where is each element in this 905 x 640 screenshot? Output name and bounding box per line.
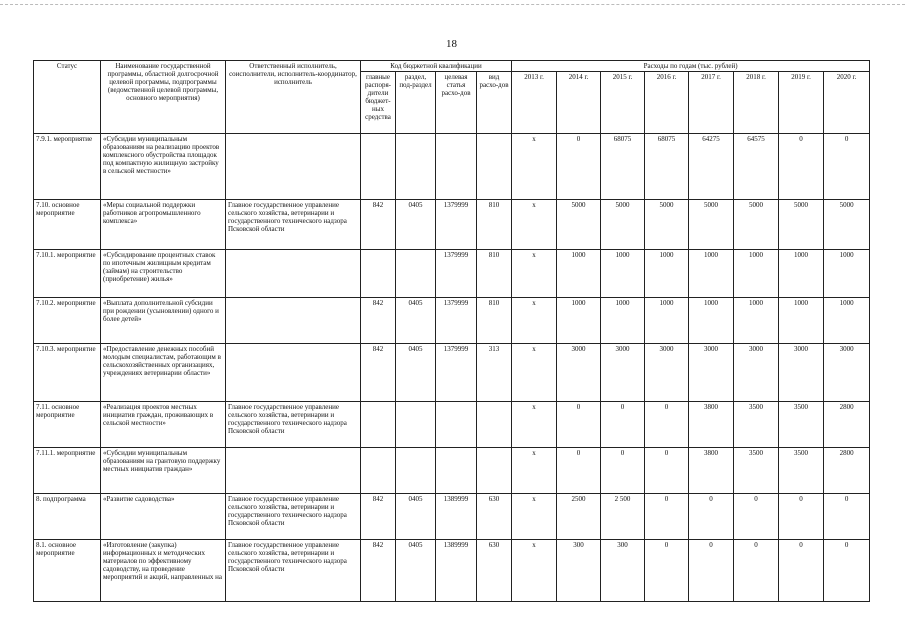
csr-cell — [436, 134, 477, 200]
year-value-cell: 1000 — [689, 250, 734, 298]
year-value-cell: х — [512, 540, 557, 602]
year-value-cell: 0 — [779, 134, 824, 200]
name-cell: «Реализация проектов местных инициатив граждан, проживающих в сельской местности» — [101, 402, 226, 448]
header-budget-code: Код бюджетной квалификации — [361, 61, 512, 72]
razdel-cell: 0405 — [396, 200, 436, 250]
year-value-cell: 1000 — [824, 298, 870, 344]
table-row — [34, 298, 870, 344]
year-value-cell: 68075 — [601, 134, 645, 200]
year-value-cell: х — [512, 298, 557, 344]
vr-cell: 810 — [477, 250, 512, 298]
csr-cell: 1379999 — [436, 250, 477, 298]
header-year: 2018 г. — [734, 72, 779, 134]
table-row — [34, 494, 870, 540]
year-value-cell: 64575 — [734, 134, 779, 200]
year-value-cell: 5000 — [824, 200, 870, 250]
year-value-cell: х — [512, 250, 557, 298]
year-value-cell: 1000 — [557, 298, 601, 344]
name-cell: «Субсидирование процентных ставок по ипотечным жилищным кредитам (займам) на строительство (приобретение) жилья» — [101, 250, 226, 298]
year-value-cell: 5000 — [734, 200, 779, 250]
year-value-cell: 64275 — [689, 134, 734, 200]
razdel-cell — [396, 402, 436, 448]
executor-cell: Главное государственное управление сельского хозяйства, ветеринарии и государственного технического надзора Псковской области — [226, 540, 361, 602]
year-value-cell: 1000 — [645, 250, 689, 298]
status-cell: 7.10.1. мероприятие — [34, 250, 101, 298]
year-value-cell: 5000 — [689, 200, 734, 250]
year-value-cell: х — [512, 344, 557, 402]
executor-cell: Главное государственное управление сельского хозяйства, ветеринарии и государственного технического надзора Псковской области — [226, 494, 361, 540]
vr-cell: 313 — [477, 344, 512, 402]
year-value-cell: 0 — [601, 402, 645, 448]
year-value-cell: 3800 — [689, 448, 734, 494]
year-value-cell: 1000 — [601, 250, 645, 298]
name-cell: «Субсидии муниципальным образованиям на грантовую поддержку местных инициатив граждан» — [101, 448, 226, 494]
vr-cell: 630 — [477, 540, 512, 602]
vr-cell: 810 — [477, 298, 512, 344]
year-value-cell: 0 — [557, 448, 601, 494]
header-year: 2013 г. — [512, 72, 557, 134]
page-top-border — [0, 4, 905, 5]
year-value-cell: 3500 — [779, 402, 824, 448]
header-year: 2017 г. — [689, 72, 734, 134]
executor-cell — [226, 298, 361, 344]
grbs-cell: 842 — [361, 200, 396, 250]
table-row — [34, 448, 870, 494]
name-cell: «Предоставление денежных пособий молодым специалистам, работающим в сельскохозяйственных организациях, учреждениях ветеринарии области» — [101, 344, 226, 402]
year-value-cell: 5000 — [557, 200, 601, 250]
grbs-cell: 842 — [361, 344, 396, 402]
vr-cell — [477, 402, 512, 448]
year-value-cell: 2800 — [824, 448, 870, 494]
year-value-cell: 3000 — [557, 344, 601, 402]
table-row — [34, 540, 870, 602]
header-year: 2014 г. — [557, 72, 601, 134]
year-value-cell: 1000 — [734, 298, 779, 344]
year-value-cell: 68075 — [645, 134, 689, 200]
csr-cell: 1379999 — [436, 298, 477, 344]
year-value-cell: 0 — [779, 494, 824, 540]
name-cell: «Развитие садоводства» — [101, 494, 226, 540]
year-value-cell: 0 — [824, 494, 870, 540]
header-name: Наименование государственной программы, областной долгосрочной целевой программы, подпрограммы (ведомственной целевой программы, основного мероприятия) — [101, 61, 226, 134]
year-value-cell: 0 — [734, 540, 779, 602]
status-cell: 7.11.1. мероприятие — [34, 448, 101, 494]
grbs-cell — [361, 134, 396, 200]
grbs-cell — [361, 448, 396, 494]
header-executor: Ответственный исполнитель, соисполнители, исполнитель-координатор, исполнитель — [226, 61, 361, 134]
year-value-cell: 0 — [645, 448, 689, 494]
csr-cell: 1389999 — [436, 494, 477, 540]
header-year: 2015 г. — [601, 72, 645, 134]
csr-cell: 1389999 — [436, 540, 477, 602]
year-value-cell: 2500 — [557, 494, 601, 540]
year-value-cell: 3000 — [779, 344, 824, 402]
grbs-cell: 842 — [361, 540, 396, 602]
year-value-cell: 0 — [557, 402, 601, 448]
year-value-cell: 0 — [689, 494, 734, 540]
table-row — [34, 402, 870, 448]
razdel-cell: 0405 — [396, 540, 436, 602]
page-number: 18 — [446, 38, 457, 50]
csr-cell — [436, 448, 477, 494]
year-value-cell: 2800 — [824, 402, 870, 448]
status-cell: 7.11. основное мероприятие — [34, 402, 101, 448]
status-cell: 7.10.3. мероприятие — [34, 344, 101, 402]
year-value-cell: 1000 — [734, 250, 779, 298]
year-value-cell: 5000 — [601, 200, 645, 250]
razdel-cell: 0405 — [396, 494, 436, 540]
year-value-cell: 2 500 — [601, 494, 645, 540]
razdel-cell — [396, 250, 436, 298]
year-value-cell: 0 — [601, 448, 645, 494]
year-value-cell: 5000 — [779, 200, 824, 250]
year-value-cell: 0 — [689, 540, 734, 602]
year-value-cell: 1000 — [779, 298, 824, 344]
year-value-cell: 0 — [779, 540, 824, 602]
vr-cell: 810 — [477, 200, 512, 250]
year-value-cell: х — [512, 200, 557, 250]
year-value-cell: х — [512, 448, 557, 494]
expenses-table — [33, 60, 870, 602]
year-value-cell: 3000 — [734, 344, 779, 402]
name-cell: «Меры социальной поддержки работников агропромышленного комплекса» — [101, 200, 226, 250]
grbs-cell: 842 — [361, 298, 396, 344]
year-value-cell: 0 — [645, 402, 689, 448]
vr-cell — [477, 448, 512, 494]
razdel-cell: 0405 — [396, 344, 436, 402]
year-value-cell: 0 — [824, 134, 870, 200]
header-year: 2016 г. — [645, 72, 689, 134]
vr-cell: 630 — [477, 494, 512, 540]
year-value-cell: 300 — [557, 540, 601, 602]
executor-cell — [226, 250, 361, 298]
year-value-cell: 0 — [557, 134, 601, 200]
status-cell: 7.10.2. мероприятие — [34, 298, 101, 344]
year-value-cell: 0 — [824, 540, 870, 602]
header-year: 2019 г. — [779, 72, 824, 134]
year-value-cell: х — [512, 494, 557, 540]
year-value-cell: 3500 — [779, 448, 824, 494]
year-value-cell: 3000 — [601, 344, 645, 402]
header-vr: вид расхо-дов — [477, 72, 512, 134]
vr-cell — [477, 134, 512, 200]
header-status: Статус — [34, 61, 101, 134]
year-value-cell: 1000 — [779, 250, 824, 298]
grbs-cell — [361, 250, 396, 298]
header-grbs: главные распоря-дители бюджет-ных средства — [361, 72, 396, 134]
header-expenses: Расходы по годам (тыс. рублей) — [512, 61, 870, 72]
csr-cell: 1379999 — [436, 344, 477, 402]
year-value-cell: 1000 — [557, 250, 601, 298]
year-value-cell: 1000 — [645, 298, 689, 344]
year-value-cell: х — [512, 402, 557, 448]
year-value-cell: 3000 — [689, 344, 734, 402]
name-cell: «Изготовление (закупка) информационных и методических материалов по эффективному садоводству, на проведение мероприятий и акций, направленных на — [101, 540, 226, 602]
year-value-cell: 3500 — [734, 402, 779, 448]
name-cell: «Выплата дополнительной субсидии при рождении (усыновлении) одного и более детей» — [101, 298, 226, 344]
table-row — [34, 344, 870, 402]
status-cell: 7.10. основное мероприятие — [34, 200, 101, 250]
header-razdel: раздел, под-раздел — [396, 72, 436, 134]
executor-cell: Главное государственное управление сельского хозяйства, ветеринарии и государственного технического надзора Псковской области — [226, 402, 361, 448]
status-cell: 7.9.1. мероприятие — [34, 134, 101, 200]
year-value-cell: 3500 — [734, 448, 779, 494]
header-year: 2020 г. — [824, 72, 870, 134]
status-cell: 8.1. основное мероприятие — [34, 540, 101, 602]
year-value-cell: 1000 — [601, 298, 645, 344]
year-value-cell: 1000 — [824, 250, 870, 298]
razdel-cell — [396, 134, 436, 200]
header-csr: целевая статья расхо-дов — [436, 72, 477, 134]
razdel-cell: 0405 — [396, 298, 436, 344]
year-value-cell: 0 — [645, 494, 689, 540]
csr-cell — [436, 402, 477, 448]
status-cell: 8. подпрограмма — [34, 494, 101, 540]
year-value-cell: 300 — [601, 540, 645, 602]
year-value-cell: 0 — [645, 540, 689, 602]
grbs-cell: 842 — [361, 494, 396, 540]
table-row — [34, 250, 870, 298]
year-value-cell: 3000 — [824, 344, 870, 402]
razdel-cell — [396, 448, 436, 494]
grbs-cell — [361, 402, 396, 448]
table-row — [34, 134, 870, 200]
table-row — [34, 200, 870, 250]
year-value-cell: 3000 — [645, 344, 689, 402]
year-value-cell: х — [512, 134, 557, 200]
year-value-cell: 1000 — [689, 298, 734, 344]
executor-cell — [226, 134, 361, 200]
name-cell: «Субсидии муниципальным образованиям на реализацию проектов комплексного обустройства площадок под компактную жилищную застройку в сельской местности» — [101, 134, 226, 200]
executor-cell — [226, 344, 361, 402]
csr-cell: 1379999 — [436, 200, 477, 250]
year-value-cell: 3800 — [689, 402, 734, 448]
year-value-cell: 5000 — [645, 200, 689, 250]
year-value-cell: 0 — [734, 494, 779, 540]
executor-cell: Главное государственное управление сельского хозяйства, ветеринарии и государственного технического надзора Псковской области — [226, 200, 361, 250]
executor-cell — [226, 448, 361, 494]
